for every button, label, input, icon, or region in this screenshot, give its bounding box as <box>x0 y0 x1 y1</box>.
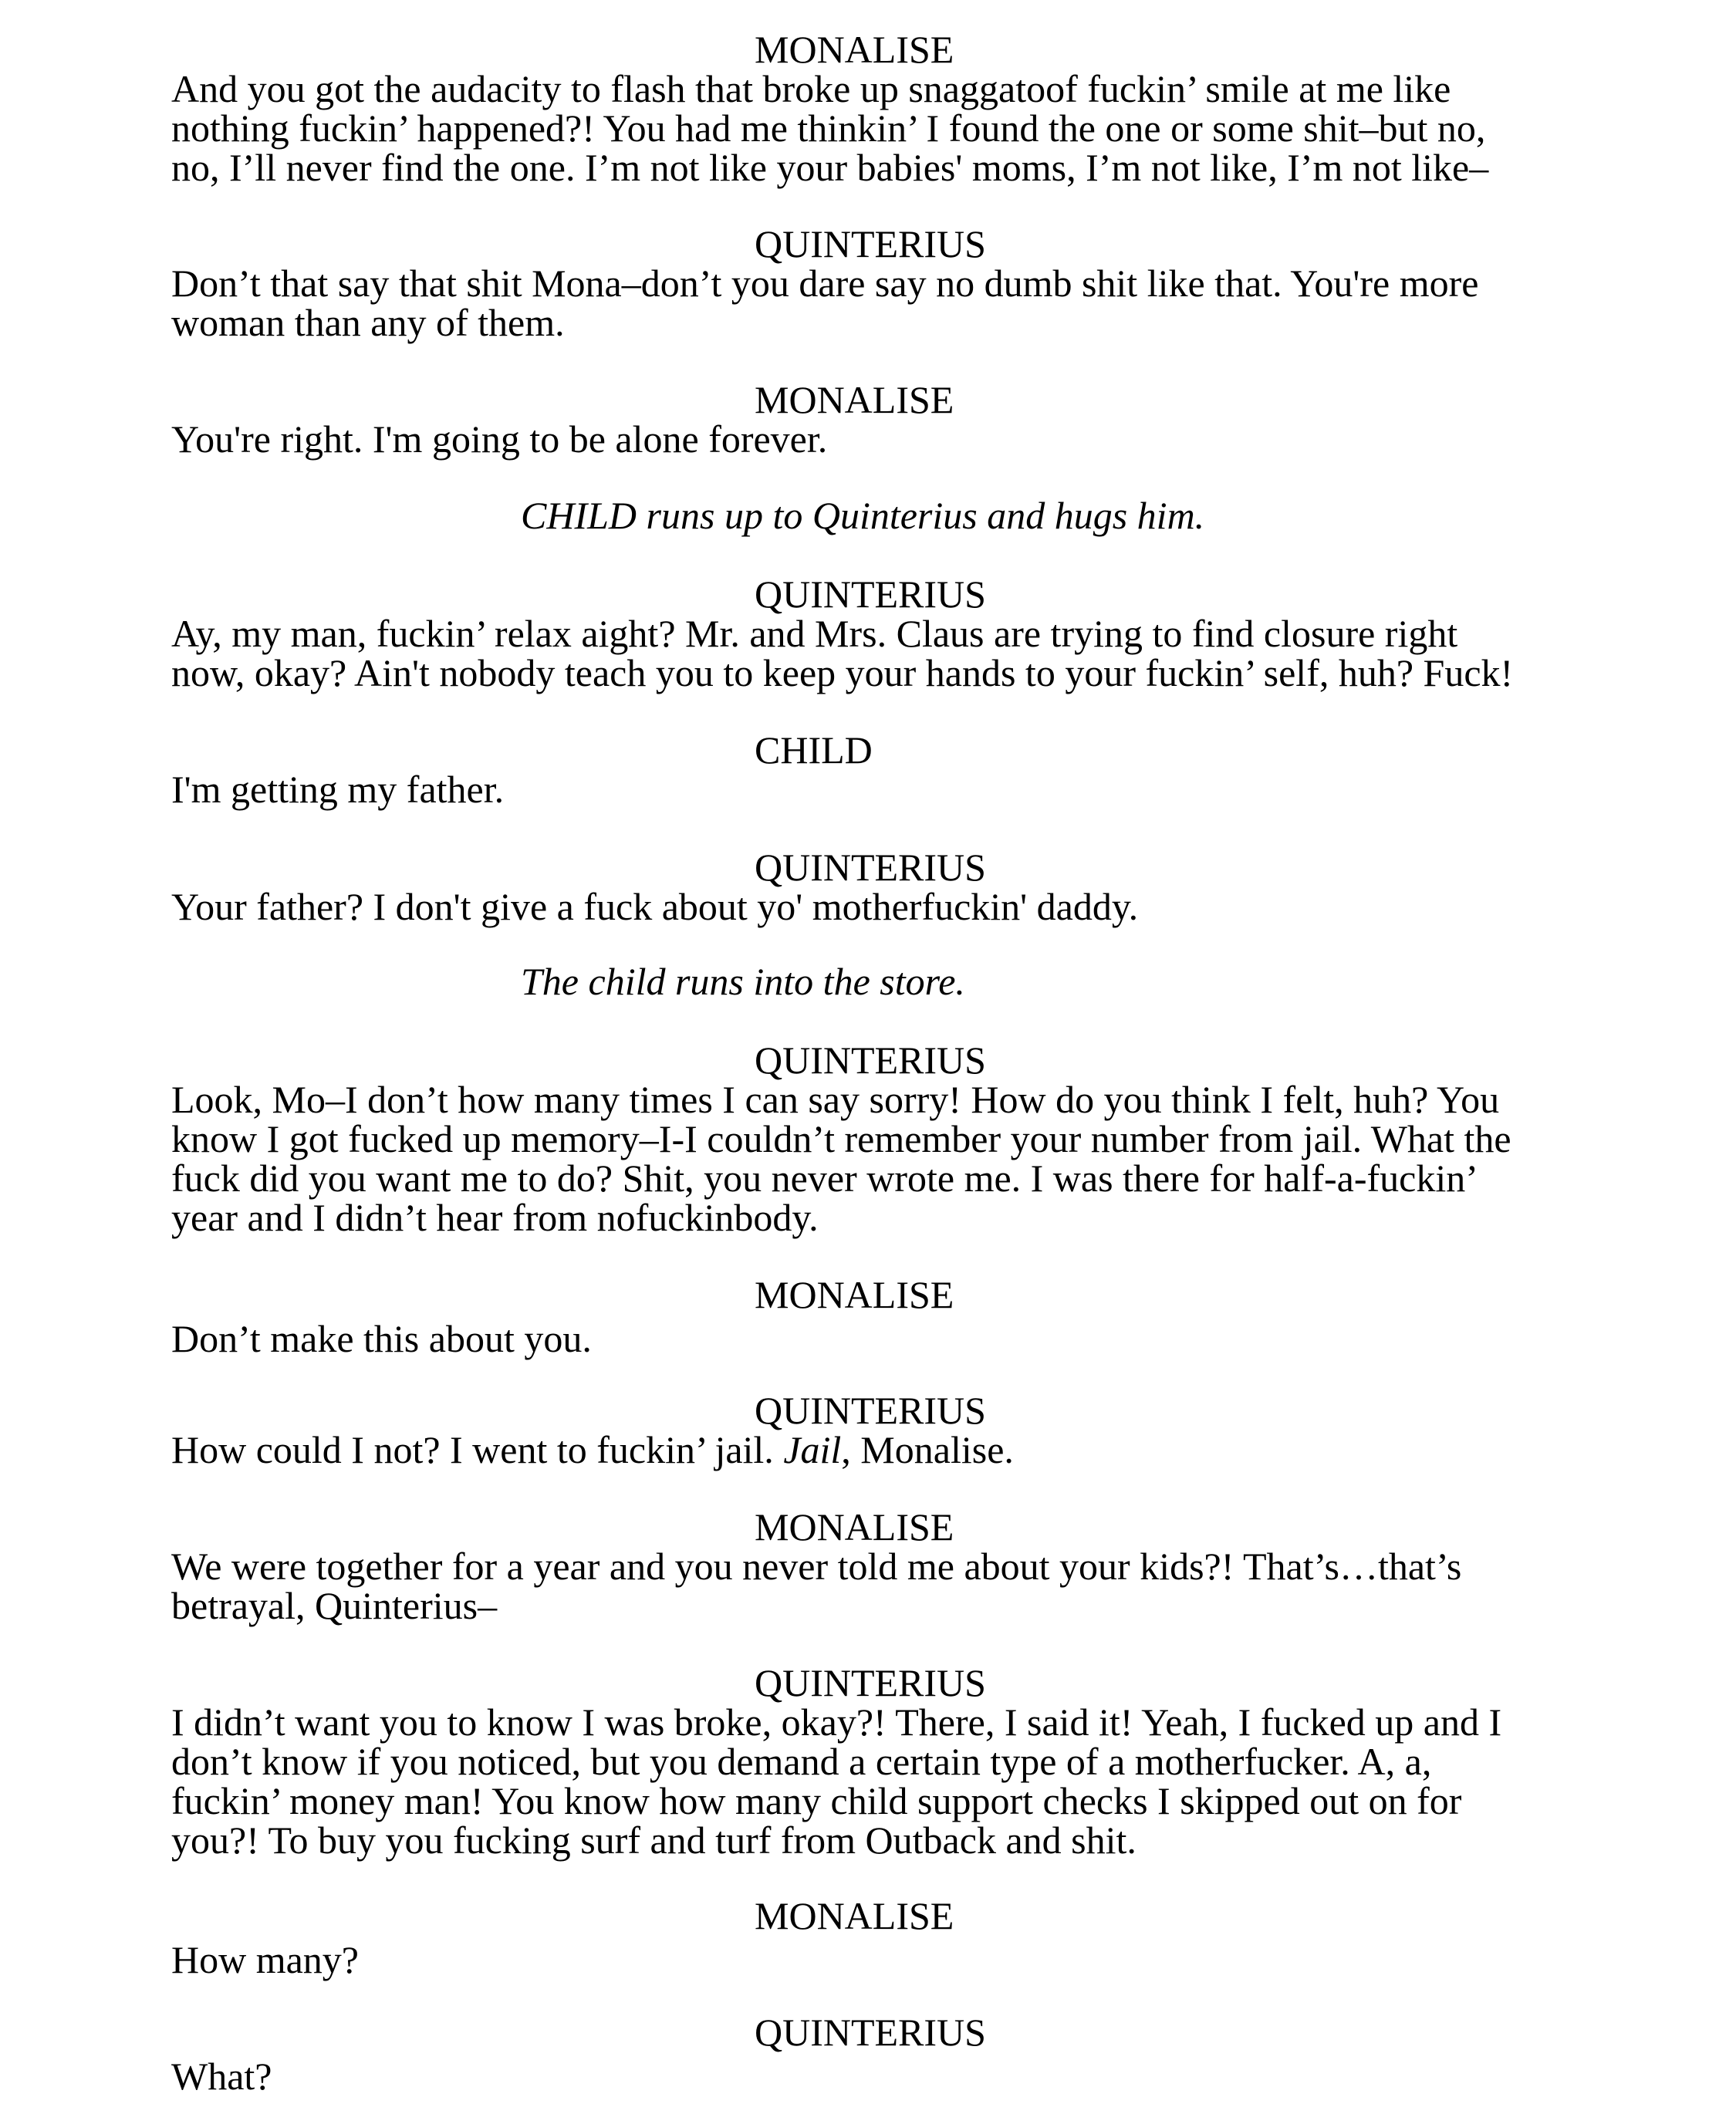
dialogue-block <box>171 1275 1583 1359</box>
dialogue-line: don’t know if you noticed, but you demand a certain type of a motherfucker. A, a, <box>171 1740 1432 1783</box>
character-name: MONALISE <box>755 28 954 71</box>
dialogue-block <box>171 1390 1583 1470</box>
dialogue-text: How could I not? I went to fuckin’ jail. <box>171 1428 784 1471</box>
stage-direction: CHILD runs up to Quinterius and hugs him. <box>521 494 1205 537</box>
character-name: QUINTERIUS <box>755 2011 986 2054</box>
dialogue-line <box>171 1430 1583 1470</box>
dialogue-line: Don’t that say that shit Mona–don’t you dare say no dumb shit like that. You're more <box>171 262 1479 305</box>
dialogue-block <box>171 29 1583 187</box>
character-name: QUINTERIUS <box>755 222 986 265</box>
dialogue-line: woman than any of them. <box>171 301 565 344</box>
dialogue-line: know I got fucked up memory–I-I couldn’t remember your number from jail. What the <box>171 1117 1511 1160</box>
dialogue-line: fuck did you want me to do? Shit, you never wrote me. I was there for half-a-fuckin’ <box>171 1157 1478 1200</box>
dialogue-line: now, okay? Ain't nobody teach you to keep your hands to your fuckin’ self, huh? Fuck! <box>171 651 1514 694</box>
dialogue-line: betrayal, Quinterius– <box>171 1584 498 1627</box>
character-name: MONALISE <box>755 1273 954 1316</box>
character-name: MONALISE <box>755 378 954 421</box>
character-name: QUINTERIUS <box>755 846 986 889</box>
dialogue-line: nothing fuckin’ happened?! You had me thinkin’ I found the one or some shit–but no, <box>171 106 1486 150</box>
character-name: QUINTERIUS <box>755 1661 986 1704</box>
dialogue-block <box>171 1896 1583 1980</box>
dialogue-block <box>171 2012 1583 2096</box>
dialogue-line: Ay, my man, fuckin’ relax aight? Mr. and Mrs. Claus are trying to find closure right <box>171 612 1458 655</box>
dialogue-line: I didn’t want you to know I was broke, okay?! There, I said it! Yeah, I fucked up and I <box>171 1700 1502 1744</box>
dialogue-line: you?! To buy you fucking surf and turf from Outback and shit. <box>171 1819 1137 1862</box>
dialogue-block <box>171 1040 1583 1238</box>
dialogue-line: Look, Mo–I don’t how many times I can say sorry! How do you think I felt, huh? You <box>171 1078 1500 1121</box>
character-name: QUINTERIUS <box>755 1389 986 1432</box>
dialogue-line: Your father? I don't give a fuck about yo' motherfuckin' daddy. <box>171 885 1139 928</box>
dialogue-line: I'm getting my father. <box>171 768 505 811</box>
emphasis-text: Jail <box>783 1428 842 1471</box>
dialogue-line: We were together for a year and you never told me about your kids?! That’s…that’s <box>171 1545 1462 1588</box>
character-name: MONALISE <box>755 1505 954 1548</box>
dialogue-line: Don’t make this about you. <box>171 1317 592 1360</box>
dialogue-block <box>171 847 1583 927</box>
dialogue-line: How many? <box>171 1938 359 1981</box>
character-name: QUINTERIUS <box>755 572 986 616</box>
character-name: MONALISE <box>755 1894 954 1937</box>
dialogue-block <box>171 730 1583 809</box>
dialogue-block <box>171 380 1583 459</box>
dialogue-block <box>171 1663 1583 1860</box>
dialogue-text: , Monalise. <box>841 1428 1014 1471</box>
dialogue-block <box>171 224 1583 343</box>
dialogue-block <box>171 1507 1583 1626</box>
dialogue-line: What? <box>171 2055 272 2098</box>
character-name: CHILD <box>755 728 873 772</box>
character-name: QUINTERIUS <box>755 1038 986 1082</box>
dialogue-line: And you got the audacity to flash that broke up snaggatoof fuckin’ smile at me like <box>171 67 1451 110</box>
dialogue-line: year and I didn’t hear from nofuckinbody. <box>171 1196 819 1239</box>
dialogue-block <box>171 574 1583 693</box>
dialogue-line: fuckin’ money man! You know how many child support checks I skipped out on for <box>171 1779 1462 1822</box>
stage-direction: The child runs into the store. <box>521 960 965 1003</box>
dialogue-line: You're right. I'm going to be alone forever. <box>171 417 828 461</box>
dialogue-line: no, I’ll never find the one. I’m not like your babies' moms, I’m not like, I’m not like– <box>171 146 1489 189</box>
